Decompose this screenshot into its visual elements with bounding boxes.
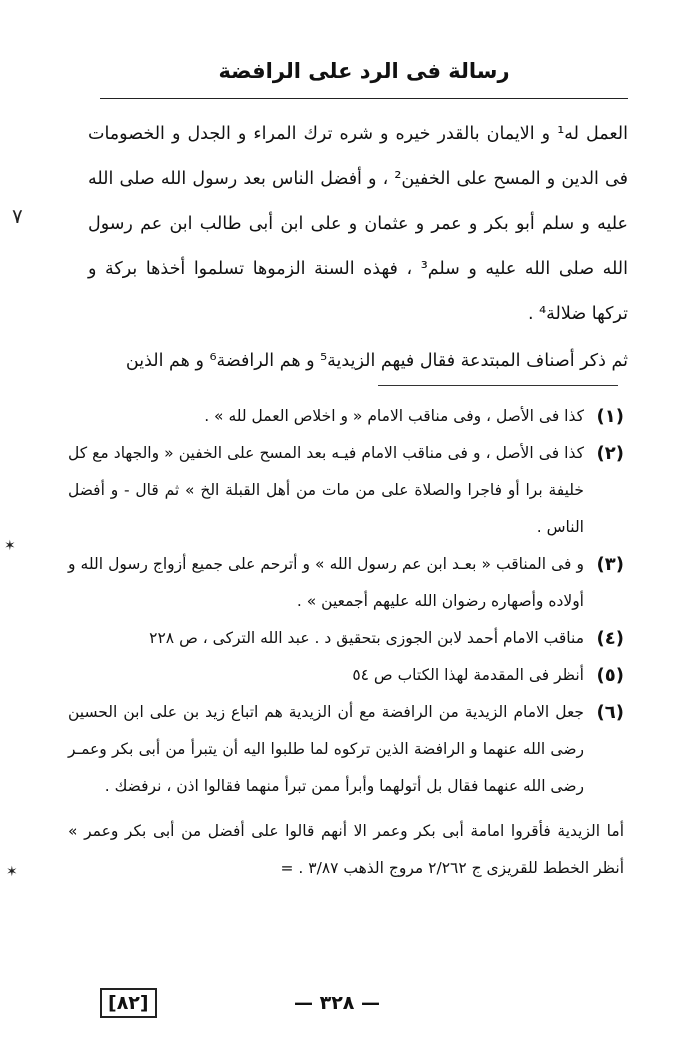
footnote-number: (٣) xyxy=(596,554,624,575)
footnote-continuation: أما الزيدية فأقروا امامة أبى بكر وعمر الا أنهم قالوا على أفضل من أبى بكر وعمر » أنظر الخطط للقريزى ج ٢/٢٦٢ مروج الذهب ٣/٨٧ . = xyxy=(68,822,624,877)
footnote-text: كذا فى الأصل ، وفى مناقب الامام « و اخلاص العمل لله » . xyxy=(204,407,584,425)
header-divider xyxy=(100,98,628,99)
footnote-1 xyxy=(68,398,624,435)
footnote-text: و فى المناقب « بعـد ابن عم رسول الله » و أترحم على جميع أزواج رسول الله و أولاده وأصهاره رضوان الله عليهم أجمعين » . xyxy=(68,555,584,610)
body-paragraph-1: العمل له¹ و الايمان بالقدر خيره و شره ترك المراء و الجدل و الخصومات فى الدين و المسح على الخفين² ، و أفضل الناس بعد رسول الله صلى الله عليه و سلم أبو بكر و عمر و عثمان و على ابن أبى طالب ابن عم رسول الله صلى الله عليه و سلم³ ، فهذه السنة الزموها تسلموا أخذها بركة و تركها ضلالة⁴ . xyxy=(88,124,628,324)
bracket-page-number: [٨٢] xyxy=(100,988,157,1018)
margin-star-icon: ✶ xyxy=(6,864,18,880)
main-text xyxy=(88,112,628,384)
footnotes-section xyxy=(68,398,624,887)
footnote-text: جعل الامام الزيدية من الرافضة مع أن الزيدية هم اتباع زيد بن على ابن الحسين رضى الله عنهما و الرافضة الذين تركوه لما طلبوا اليه أن يتبرأ من أبى بكر وعمـر رضى الله عنهما فقال بل أتولهما وأبرأ ممن تبرأ منهما فقالوا اذن ، نرفضك . xyxy=(68,703,584,795)
footnote-number: (٤) xyxy=(596,628,624,649)
footnote-text: كذا فى الأصل ، و فى مناقب الامام فيـه بعد المسح على الخفين « والجهاد مع كل خليفة برا أو فاجرا والصلاة على من مات من أهل القبلة الخ » ثم قال - و أفضل الناس . xyxy=(68,444,584,536)
footnote-number: (١) xyxy=(596,406,624,427)
footnote-number: (٥) xyxy=(596,665,624,686)
margin-mark-icon: ٧ xyxy=(12,204,23,228)
footnote-3 xyxy=(68,546,624,620)
footnote-4 xyxy=(68,620,624,657)
footnote-5 xyxy=(68,657,624,694)
page-header-title: رسالة فى الرد على الرافضة xyxy=(218,59,510,83)
footnote-text: مناقب الامام أحمد لابن الجوزى بتحقيق د . عبد الله التركى ، ص ٢٢٨ xyxy=(149,629,584,647)
footnote-2 xyxy=(68,435,624,546)
footnote-text: أنظر فى المقدمة لهذا الكتاب ص ٥٤ xyxy=(352,666,584,684)
footnote-divider xyxy=(378,385,618,386)
footnote-number: (٢) xyxy=(596,443,624,464)
body-paragraph-2: ثم ذكر أصناف المبتدعة فقال فيهم الزيدية⁵ و هم الرافضة⁶ و هم الذين xyxy=(125,351,628,371)
margin-star-icon: ✶ xyxy=(4,538,16,554)
footnote-number: (٦) xyxy=(596,702,624,723)
footnote-6 xyxy=(68,694,624,805)
page-number: — ٣٢٨ — xyxy=(293,992,381,1014)
